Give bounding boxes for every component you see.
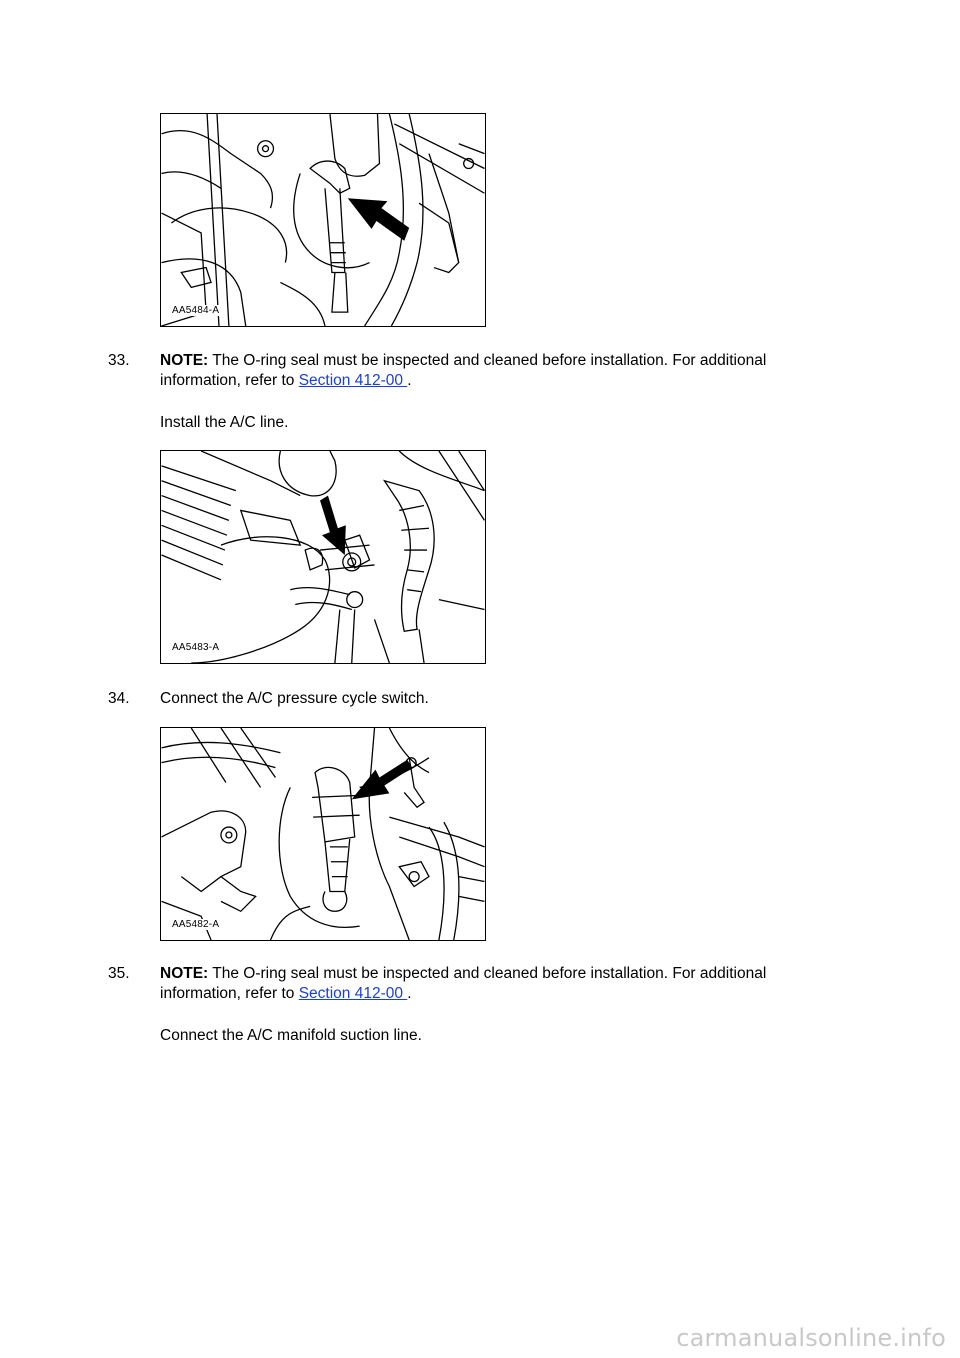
step-number: 35. [108,965,130,982]
figure-label: AA5483-A [172,642,220,653]
section-link[interactable]: Section 412-00 [298,985,408,1002]
line-drawing [161,728,485,940]
note-period: . [407,372,412,389]
step-body [160,964,840,1046]
site-watermark: carmanualsonline.info [676,1324,946,1352]
line-drawing [161,114,485,326]
step-note [160,964,840,1004]
illustration-pressure-cycle-switch [160,727,486,941]
step-action: Install the A/C line. [160,414,289,431]
illustration-ac-line-install [160,450,486,664]
step-action: Connect the A/C manifold suction line. [160,1027,422,1044]
illustration-ac-line-disconnect [160,113,486,327]
figure-label: AA5482-A [172,919,220,930]
note-text: The O-ring seal must be inspected and cleaned before installation. For additional information, refer to [160,965,767,1002]
line-drawing [161,451,485,663]
note-text: The O-ring seal must be inspected and cleaned before installation. For additional information, refer to [160,352,767,389]
step-body [160,689,840,709]
note-period: . [407,985,412,1002]
note-label: NOTE: [160,352,209,369]
note-label: NOTE: [160,965,209,982]
step-number: 34. [108,690,130,707]
section-link[interactable]: Section 412-00 [298,372,408,389]
step-number: 33. [108,352,130,369]
figure-label: AA5484-A [172,305,220,316]
step-body [160,351,840,433]
step-action: Connect the A/C pressure cycle switch. [160,690,429,707]
step-note [160,351,840,391]
